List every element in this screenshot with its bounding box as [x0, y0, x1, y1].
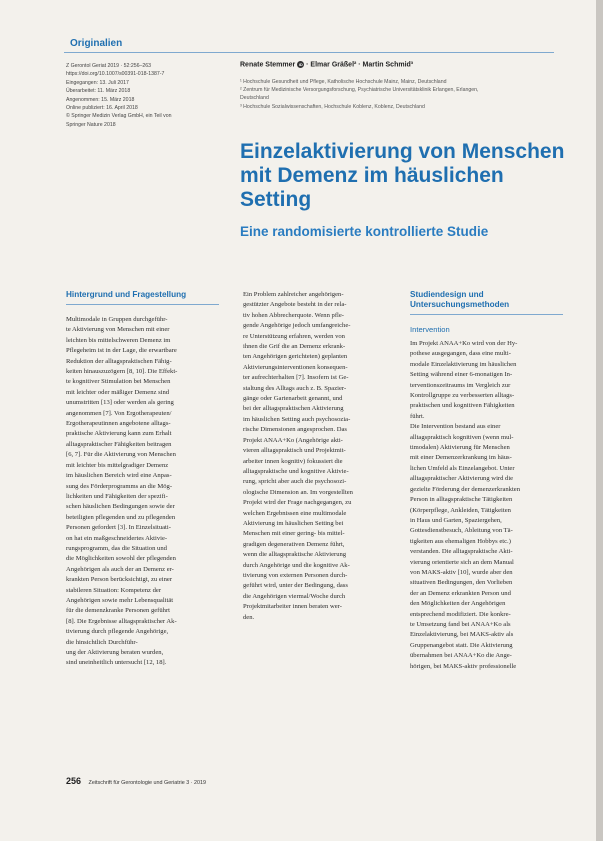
text-line: führt. — [410, 412, 425, 420]
text-line: mit leichter oder mäßiger Demenz sind — [66, 388, 170, 396]
text-line: mit einer Demenzerkrankung im häus- — [410, 454, 512, 462]
subsection-heading: Intervention — [410, 325, 450, 334]
text-line: Angehörigen sowie mehr Lebensqualität — [66, 596, 174, 604]
journal-name: Zeitschrift für Gerontologie und Geriatrie 3 · 2019 — [88, 780, 206, 786]
text-line: vierung orientierte sich an dem Manual — [410, 558, 514, 566]
text-line: Kontrollgruppe zu verbesserten alltags- — [410, 392, 515, 400]
orcid-icon[interactable]: iD — [298, 62, 303, 67]
text-line: rische Dimensionen angesprochen. Das — [243, 426, 348, 434]
text-line: angenommen [7]. Von Ergotherapeuten/ — [66, 409, 172, 417]
text-line: re Unterstützung erfahren, werden von — [243, 332, 345, 340]
text-line: te kognitiver Stimulation bei Menschen — [66, 378, 171, 386]
meta-line: Überarbeitet: 11. März 2018 — [66, 88, 131, 95]
text-line: ten Angehörigen gerichteten) geplanten — [243, 353, 348, 361]
page-footer — [66, 776, 206, 786]
text-line: arbeiter innen kognitiv) fokussiert die — [243, 457, 343, 465]
text-line: gradigen degenerativen Demenz führt, — [243, 540, 345, 548]
text-line: hörigen, bei MAKS-aktiv professionelle — [410, 662, 517, 670]
section-label: Originalien — [70, 38, 123, 49]
text-line: staltung des Alltags auch z. B. Spazier- — [243, 384, 347, 392]
text-line: keiten hinauszuzögern [8, 10]. Die Effekt- — [66, 368, 178, 376]
body-text — [410, 339, 563, 672]
text-line: den Möglichkeiten der Angehörigen — [410, 600, 506, 608]
text-line: der an Demenz erkrankten Person und — [410, 589, 511, 597]
text-line: ihnen die Grif die an Demenz erkrank- — [243, 343, 346, 351]
article-title: Einzelaktivierung von Menschen mit Demenz im häuslichen Setting — [240, 140, 565, 211]
text-line: alltagspraktischer Aktivierung wird die — [410, 475, 514, 483]
section-rule — [66, 304, 219, 305]
text-line: geführt wird, unter der Bedingung, dass — [243, 582, 348, 590]
text-line: on hat ein maßgeschneidertes Aktivie- — [66, 534, 168, 542]
text-line: pothese ausgegangen, dass eine multi- — [410, 350, 511, 358]
text-line: alltagspraktische und kognitive Aktivie- — [243, 467, 349, 475]
meta-line: Eingegangen: 13. Juli 2017 — [66, 79, 129, 86]
text-line: ung der Aktivierung beraten wurden, — [66, 649, 164, 656]
text-line: tiv hohen Abbrecherquote. Wenn pfle- — [243, 311, 344, 319]
text-line: Multimodale in Gruppen durchgeführ- — [66, 316, 168, 323]
text-line: Die Intervention bestand aus einer — [410, 423, 501, 431]
text-line: te Umsetzung fand bei ANAA+Ko als — [410, 620, 511, 628]
header-rule — [64, 52, 554, 53]
text-line: durch Angehörige und die kognitive Ak- — [243, 561, 350, 569]
text-line: sung des Förderprogramms an die Mög- — [66, 482, 173, 490]
text-line: im häuslichen Bereich wird eine Anpas- — [66, 472, 172, 480]
text-line: situativen Bedingungen, den Vorlieben — [410, 579, 513, 587]
text-line: Setting während einer 6-monatigen In- — [410, 371, 513, 379]
text-line: praktische Aktivierung kann zum Erhalt — [66, 430, 172, 438]
text-line: Aktivierungsinterventionen konsequen- — [243, 363, 348, 371]
text-line: für die demenzkranke Personen geführt — [66, 607, 170, 615]
text-line: Menschen mit einer gering- bis mittel- — [243, 530, 345, 538]
text-line: modale Einzelaktivierung im häuslichen — [410, 360, 517, 368]
text-line: lichen Umfeld als Einzelangebot. Unter — [410, 464, 515, 472]
text-line: Ein Problem zahlreicher angehörigen- — [243, 291, 344, 298]
text-line: rung, spricht aber auch die psychosozi- — [243, 478, 347, 486]
text-line: ter aufrechterhalten [7]. Insofern ist Ge- — [243, 374, 349, 382]
column-2 — [243, 290, 396, 623]
text-line: Einzelaktivierung, bei MAKS-aktiv als — [410, 631, 514, 639]
text-line: gestützter Angebote besteht in der rela- — [243, 301, 347, 309]
column-1 — [66, 290, 219, 669]
text-line: Projekt wird der Frage nachgegangen, zu — [243, 499, 352, 507]
text-line: sind uneinheitlich untersucht [12, 18]. — [66, 659, 167, 667]
text-line: alltagspraktischer Fähigkeiten beitragen — [66, 440, 172, 448]
meta-line: Springer Nature 2018 — [66, 121, 116, 128]
author-names: · Elmar Gräßel² · Martin Schmid³ — [306, 61, 414, 69]
author-name: Renate Stemmer — [240, 61, 296, 69]
text-line: mit leichter bis mittelgradiger Demenz — [66, 461, 169, 469]
text-line: von MAKS-aktiv [10], wurde aber den — [410, 568, 513, 576]
body-text — [66, 315, 219, 669]
section-rule — [410, 314, 563, 315]
text-line: bei der alltagspraktischen Aktivierung — [243, 405, 344, 413]
section-heading: Hintergrund und Fragestellung — [66, 290, 187, 299]
text-line: praktischen und kognitiven Fähigkeiten — [410, 402, 515, 410]
meta-line: © Springer Medizin Verlag GmbH, ein Teil von — [66, 113, 172, 120]
text-line: Person in alltagspraktische Tätigkeiten — [410, 496, 513, 504]
text-line: tivierung durch pflegende Angehörige, — [66, 628, 169, 636]
text-line: Pflegeheim ist in der Lage, die erwartbare — [66, 347, 177, 355]
article-metadata — [66, 62, 228, 129]
text-line: Ergotherapeutinnen angebotene alltags- — [66, 420, 171, 428]
text-line: [8]. Die Ergebnisse alltagspraktischer Ak- — [66, 617, 177, 625]
text-line: schen häuslichen Bedingungen sowie der — [66, 503, 175, 511]
text-line: Aktivierung im häuslichen Setting bei — [243, 519, 344, 527]
text-line: lichkeiten und Fähigkeiten der spezifi- — [66, 492, 168, 500]
text-line: te Aktivierung von Menschen mit einer — [66, 326, 170, 334]
text-line: übernahmen bei ANAA+Ko die Ange- — [410, 652, 512, 660]
section-heading: Studiendesign und Untersuchungsmethoden — [410, 290, 510, 309]
text-line: verstanden. Die alltagspraktische Akti- — [410, 548, 513, 556]
text-line: ologische Dimension an. Im vorgestellten — [243, 488, 353, 496]
text-line: [6, 7]. Für die Aktivierung von Menschen — [66, 451, 176, 459]
column-3 — [410, 290, 563, 672]
text-line: gezielte Förderung der demenzerkrankten — [410, 485, 521, 493]
text-line: Projektmitarbeiter innen beraten wer- — [243, 603, 342, 611]
text-line: Reduktion der alltagspraktischen Fähig- — [66, 357, 172, 365]
text-line: leichten bis mittelschweren Demenz im — [66, 336, 171, 344]
text-line: unumstritten [13] oder werden als gering — [66, 399, 174, 407]
affiliations — [240, 78, 560, 111]
text-line: wenn die alltagspraktische Aktivierung — [243, 551, 347, 559]
text-line: die hinsichtlich Durchführ- — [66, 638, 138, 646]
text-line: rungsprogramm, das die Situation und — [66, 544, 167, 552]
text-line: Personen gefordert [3]. In Einzelsituati- — [66, 524, 171, 532]
text-line: krankten Person berücksichtigt, zu einer — [66, 576, 173, 584]
affiliation-line: ³ Hochschule Sozialwissenschaften, Hochschule Koblenz, Koblenz, Deutschland — [240, 103, 425, 110]
page-number: 256 — [66, 776, 82, 786]
text-line: Angehörigen als auch der an Demenz er- — [66, 565, 174, 573]
text-line: Gruppenangebot statt. Die Aktivierung — [410, 641, 513, 649]
text-line: entsprechend modifiziert. Die konkre- — [410, 610, 511, 618]
text-line: beteiligten pflegenden und zu pflegenden — [66, 513, 176, 521]
text-line: vieren alltagspraktisch und Projektmit- — [243, 447, 346, 455]
text-line: stabileren Situation: Kompetenz der — [66, 586, 162, 594]
affiliation-line: ¹ Hochschule Gesundheit und Pflege, Katholische Hochschule Mainz, Mainz, Deutschland — [240, 79, 447, 85]
affiliation-line: Deutschland — [240, 95, 269, 102]
text-line: terventionszeitraums im Vergleich zur — [410, 381, 511, 389]
text-line: den. — [243, 613, 255, 621]
meta-line: Z Gerontol Geriat 2019 · 52:256–263 — [66, 63, 152, 69]
text-line: Projekt ANAA+Ko (Angehörige akti- — [243, 436, 343, 444]
text-line: (Körperpflege, Ankleiden, Tätigkeiten — [410, 506, 511, 514]
affiliation-line: ² Zentrum für Medizinische Versorgungsforschung, Psychiatrische Universitätsklinik Erlangen, Erlangen, — [240, 87, 479, 94]
text-line: welchen Ergebnissen eine multimodale — [243, 509, 347, 517]
text-line: Im Projekt ANAA+Ko wird von der Hy- — [410, 340, 518, 347]
body-text — [243, 290, 396, 623]
text-line: timodalen) Aktivierung für Menschen — [410, 444, 510, 452]
text-line: die Möglichkeiten sowohl der pflegenden — [66, 555, 176, 563]
text-line: tigkeiten aus ehemaligen Hobbys etc.) — [410, 537, 511, 545]
text-line: Gottesdienstbesuch, Ableitung von Tä- — [410, 527, 513, 535]
doi-link[interactable]: https://doi.org/10.1007/s00391-018-1387-7 — [66, 71, 165, 78]
text-line: in Haus und Garten, Spaziergehen, — [410, 516, 502, 524]
author-list — [240, 61, 413, 68]
text-line: alltagspraktisch kognitiven (wenn mul- — [410, 433, 514, 441]
text-line: gende Angehörige jedoch umfangreiche- — [243, 322, 351, 330]
text-line: im häuslichen Setting auch psychosozia- — [243, 415, 351, 423]
article-subtitle: Eine randomisierte kontrollierte Studie — [240, 224, 489, 239]
meta-line: Angenommen: 15. März 2018 — [66, 96, 135, 103]
text-line: tivierung von externen Personen durch- — [243, 571, 348, 579]
meta-line: Online publiziert: 16. April 2018 — [66, 105, 138, 112]
text-line: die Angehörigen viermal/Woche durch — [243, 592, 346, 600]
text-line: gänge oder Gartenarbeit genannt, und — [243, 395, 343, 403]
